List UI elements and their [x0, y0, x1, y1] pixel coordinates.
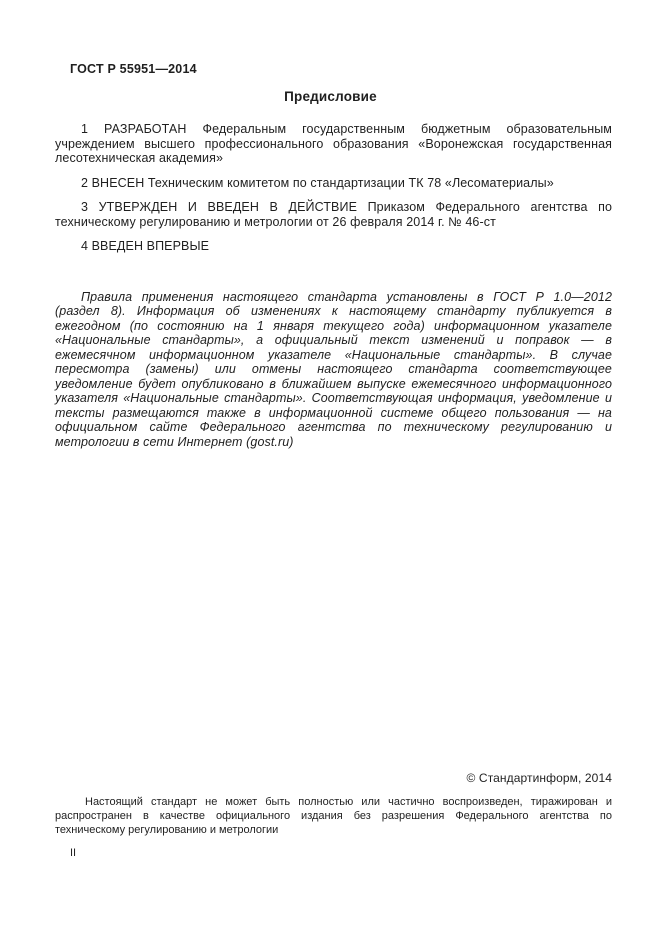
standard-designation: ГОСТ Р 55951—2014 — [70, 62, 197, 76]
foreword-body — [55, 122, 612, 449]
foreword-item-submitted: 2 ВНЕСЕН Техническим комитетом по стандартизации ТК 78 «Лесоматериалы» — [81, 175, 554, 190]
foreword-item-developed: 1 РАЗРАБОТАН Федеральным государственным бюджетным образовательным учреждением высшего профессионального образования «Воронежская государственная лесотехническая академия» — [55, 122, 612, 165]
application-rules-note: Правила применения настоящего стандарта установлены в ГОСТ Р 1.0—2012 (раздел 8). Информация об изменениях к настоящему стандарту публикуется в ежегодном (по состоянию на 1 января текущего года) информационном указателе «Национальные стандарты», а официальный текст изменений и поправок — в ежемесячном информационном указателе «Национальные стандарты». В случае пересмотра (замены) или отмены настоящего стандарта соответствующее уведомление будет опубликовано в ближайшем выпуске ежемесячного информационного указателя «Национальные стандарты». Соответствующая информация, уведомление и тексты размещаются также в информационной системе общего пользования — на официальном сайте Федерального агентства по техническому регулированию и метрологии в сети Интернет (gost.ru) — [55, 289, 612, 449]
reproduction-restriction: Настоящий стандарт не может быть полностью или частично воспроизведен, тиражирован и распространен в качестве официального издания без разрешения Федерального агентства по техническому регулированию и метрологии — [55, 796, 612, 836]
foreword-item-approved: 3 УТВЕРЖДЕН И ВВЕДЕН В ДЕЙСТВИЕ Приказом Федерального агентства по техническому регулированию и метрологии от 26 февраля 2014 г. № 46-ст — [55, 200, 612, 229]
foreword-item-first-edition: 4 ВВЕДЕН ВПЕРВЫЕ — [81, 239, 210, 253]
page-number: II — [70, 847, 77, 859]
page-title: Предисловие — [284, 89, 377, 104]
copyright-notice: © Стандартинформ, 2014 — [466, 771, 612, 785]
